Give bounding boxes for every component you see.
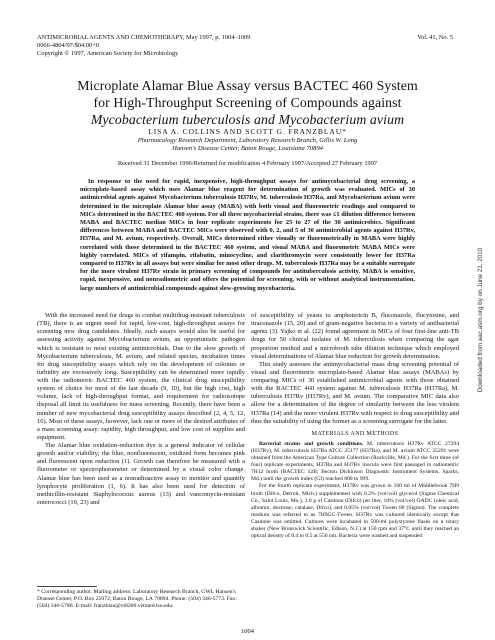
received-dates: Received 31 December 1996/Returned for modification 4 February 1997/Accepted 27 February 1997 <box>117 160 378 167</box>
section-heading: MATERIALS AND METHODS <box>311 430 399 437</box>
page-number: 1004 <box>241 628 254 635</box>
methods-text: M. tuberculosis H37Rv ATCC 27294 (H37Rv), M. tuberculosis H37Ra ATCC 25177 (H37Ra), and M. avium ATCC 25291 were obtained from the American Type Culture Collection (Rockville, Md.). For the first three (of four) replicate experiments, H37Ra and H37Rv inocula were first passaged in radiometric 7H12 broth (BACTEC 12B; Becton Dickinson Diagnostic Instrument Systems, Sparks, Md.) until the growth index (GI) reached 800 to 999. <box>251 440 460 483</box>
copyright-line: Copyright © 1997, American Society for Microbiology <box>37 50 179 57</box>
body-paragraph: This study assesses the antimycobacterial mass drug screening potential of visual and fluorometric microplate-based Alamar blue assays (MABAs) by comparing MICs of 30 established antimicrobial agents with those obtained with the BACTEC 460 system against M. tuberculosis H37Ra (H37Ra), M. tuberculosis H37Rv (H37Rv), and M. avium. The comparative MIC data also allow for a determination of the degree of similarity between the less virulent H37Ra (14) and the more virulent H37Rv with respect to drug susceptibility and thus the suitability of using the former as a screening surrogate for the latter. <box>251 360 459 425</box>
title-line-3: Mycobacterium tuberculosis and Mycobacterium avium <box>90 112 405 127</box>
methods-lead: Bacterial strains and growth conditions. <box>259 440 364 447</box>
download-watermark: Downloaded from aac.asm.org by on June 21, 2010 <box>477 247 484 393</box>
title-line-2: for High-Throughput Screening of Compounds against <box>93 95 402 110</box>
affiliation-line-1: Pharmacology Research Department, Laboratory Research Branch, Gillis W. Long <box>137 137 358 144</box>
author-list: LISA A. COLLINS AND SCOTT G. FRANZBLAU* <box>148 127 347 136</box>
affiliation <box>0 137 495 153</box>
volume-issue: Vol. 41, No. 5 <box>417 34 453 41</box>
right-column <box>251 312 459 540</box>
body-paragraph: With the increased need for drugs to combat multidrug-resistant tuberculosis (TB), there is an urgent need for rapid, low-cost, high-throughput assays for screening new drug candidates. Ideally, such assays would also be useful for assessing activity against Mycobacterium avium, an opportunistic pathogen which is resistant to most existing antimicrobials. Due to the slow growth of Mycobacterium tuberculosis, M. avium, and related species, incubation times for drug susceptibility assays which rely on the development of colonies or turbidity are excessively long. Susceptibility can be determined more rapidly with the radiometric BACTEC 460 system, the clinical drug susceptibility system of choice for most of the last decade (9, 10), but the high cost, high volume, lack of high-throughput format, and requirement for radioisotope disposal all limit its usefulness for mass screening. Recently, there have been a number of new mycobacterial drug susceptibility assays described (2, 4, 5, 12, 16). Most of these assays, however, lack one or more of the desired attributes of a mass screening assay: rapidity, high throughput, and low cost of supplies and equipment. <box>37 312 245 441</box>
corresponding-author-footnote: * Corresponding author. Mailing address: Laboratory Research Branch, GWL Hansen's Disease Center, P.O. Box 25072, Baton Rouge, LA 70894. Phone: (504) 346-5773. Fax: (504) 346-5786. E-mail: franzblau@vt8200.vetmed.lsu.edu. <box>37 589 237 610</box>
body-paragraph: The Alamar blue oxidation-reduction dye is a general indicator of cellular growth and/or viability; the blue, nonfluorescent, oxidized form becomes pink and fluorescent upon reduction (1). Growth can therefore be measured with a fluorometer or spectrophotometer or determined by a visual color change. Alamar blue has been used as a nonradioactive assay to monitor and quantify lymphocyte proliferation (1, 6). It has also been used for detection of methicillin-resistant Staphylococcus aureus (13) and vancomycin-resistant enterococci (19, 23) and <box>37 442 245 506</box>
affiliation-line-2: Hansen's Disease Center, Baton Rouge, Louisiana 70894 <box>172 145 323 153</box>
methods-paragraph <box>251 483 459 540</box>
issn-line: 0066-4804/97/$04.00+0 <box>37 42 100 49</box>
abstract-text: In response to the need for rapid, inexpensive, high-throughput assays for antimycobacterial drug screening, a microplate-based assay which uses Alamar blue reagent for determination of growth was evaluated. MICs of 30 antimicrobial agents against Mycobacterium tuberculosis H37Rv, M. tuberculosis H37Ra, and Mycobacterium avium were determined in the microplate Alamar blue assay (MABA) with both visual and fluorometric readings and compared to MICs determined in the BACTEC 460 system. For all three mycobacterial strains, there was ≤1 dilution difference between MABA and BACTEC median MICs in four replicate experiments for 25 to 27 of the 30 antimicrobics. Significant differences between MABA and BACTEC MICs were observed with 0, 2, and 5 of 30 antimicrobial agents against H37Rv, H37Ra, and M. avium, respectively. Overall, MICs determined either visually or fluorometrically in MABA were highly correlated with those determined in the BACTEC 460 system, and visual MABA and fluorometric MABA MICs were highly correlated. MICs of rifampin, rifabutin, minocycline, and clarithromycin were consistently lower for H37Ra compared to H37Rv in all assays but were similar for most other drugs. M. tuberculosis H37Ra may be a suitable surrogate for the more virulent H37Rv strain in primary screening of compounds for antituberculosis activity. MABA is sensitive, rapid, inexpensive, and nonradiometric and offers the potential for screening, with or without analytical instrumentation, large numbers of antimicrobial compounds against slow-growing mycobacteria. <box>80 178 415 292</box>
footnote-rule <box>37 586 97 587</box>
left-column <box>37 312 245 507</box>
body-paragraph: of susceptibility of yeasts to amphotericin B, fluconazole, flucytosine, and itraconazole (15, 20) and of gram-negative bacteria to a variety of antibacterial agents (3). Yajko et al. (22) found agreement in MICs of four first-line anti-TB drugs for 50 clinical isolates of M. tuberculosis when comparing the agar proportion method and a microbroth tube dilution technique which employed visual determinations of Alamar blue reduction for growth determination. <box>251 312 459 360</box>
abstract <box>80 178 415 293</box>
article-title <box>20 77 475 128</box>
methods-text: For the fourth replicate experiment, H37Rv was grown in 100 ml of Middlebrook 7H9 broth (Difco, Detroit, Mich.) supplemented with 0.2% (vol/vol) glycerol (Sigma Chemical Co., Saint Louis, Mo.), 1.0 g of Casitone (Difco) per liter, 10% (vol/vol) OADC (oleic acid, albumin, dextrose, catalase; Difco), and 0.05% (vol/vol) Tween 80 (Sigma). The complete medium was referred to as 7H9GC-Tween. H37Rv was cultured identically except that Casitone was omitted. Cultures were incubated in 500-ml polystyrene flasks on a rotary shaker (New Brunswick Scientific, Edison, N.J.) at 150 rpm and 37°C until they reached an optical density of 0.4 to 0.5 at 550 nm. Bacteria were washed and suspended <box>251 483 459 540</box>
journal-citation: ANTIMICROBIAL AGENTS AND CHEMOTHERAPY, May 1997, p. 1004–1009 <box>37 34 251 41</box>
title-line-1: Microplate Alamar Blue Assay versus BACTEC 460 System <box>77 78 418 93</box>
methods-paragraph <box>251 441 459 484</box>
